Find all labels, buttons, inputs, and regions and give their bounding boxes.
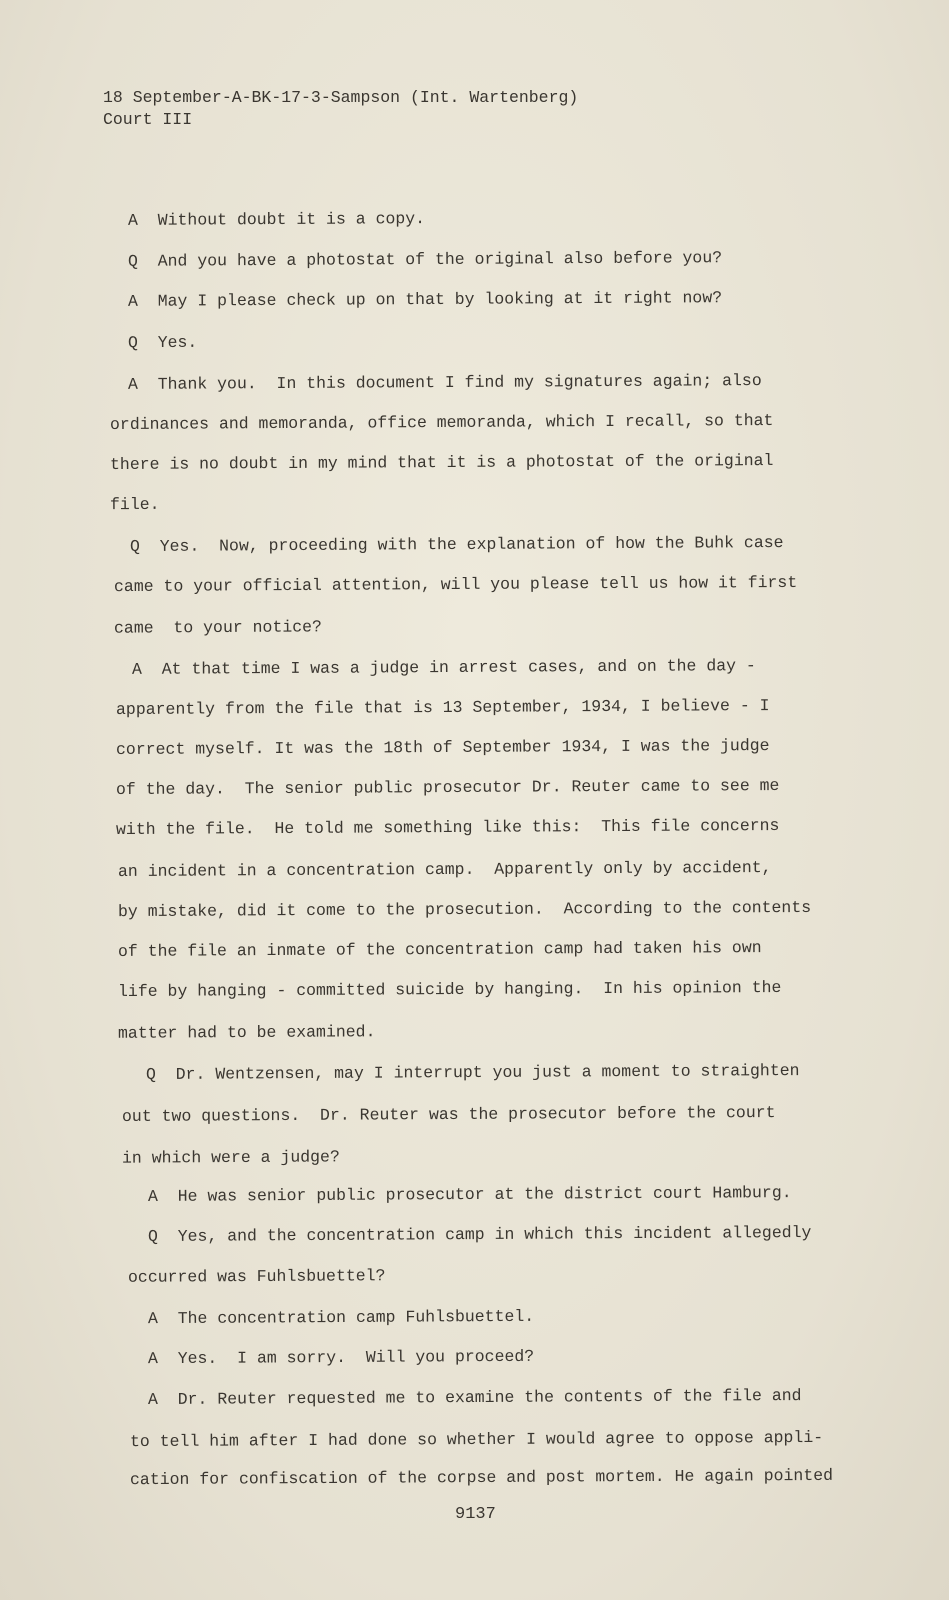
transcript-line: apparently from the file that is 13 September, 1934, I believe - I xyxy=(115,696,770,719)
transcript-line: to tell him after I had done so whether I would agree to oppose appli- xyxy=(129,1427,824,1452)
transcript-line: came to your official attention, will you please tell us how it first xyxy=(113,572,798,597)
transcript-line: life by hanging - committed suicide by hanging. In his opinion the xyxy=(117,977,782,1002)
page-number: 9137 xyxy=(455,1505,496,1524)
transcript-line: file. xyxy=(109,494,160,515)
transcript-line: there is no doubt in my mind that it is a photostat of the original xyxy=(109,450,774,475)
transcript-line: matter had to be examined. xyxy=(117,1022,376,1043)
header-line-1: 18 September-A-BK-17-3-Sampson (Int. Wartenberg) xyxy=(103,88,579,107)
transcript-line: Q Yes. xyxy=(127,332,198,353)
transcript-line: Q Yes, and the concentration camp in which this incident allegedly xyxy=(147,1222,812,1247)
transcript-line: A Thank you. In this document I find my signatures again; also xyxy=(127,371,762,394)
transcript-line: A May I please check up on that by looking at it right now? xyxy=(127,288,723,311)
transcript-line: correct myself. It was the 18th of September 1934, I was the judge xyxy=(115,736,770,759)
transcript-line: of the day. The senior public prosecutor Dr. Reuter came to see me xyxy=(115,775,780,800)
transcript-line: an incident in a concentration camp. Apparently only by accident, xyxy=(117,858,772,881)
transcript-line: Q Dr. Wentzensen, may I interrupt you just a moment to straighten xyxy=(145,1061,800,1084)
transcript-line: ordinances and memoranda, office memoranda, which I recall, so that xyxy=(109,410,774,435)
transcript-line: cation for confiscation of the corpse and post mortem. He again pointed xyxy=(129,1465,834,1490)
transcript-line: with the file. He told me something like this: This file concerns xyxy=(115,815,780,840)
transcript-line: A He was senior public prosecutor at the district court Hamburg. xyxy=(147,1183,792,1206)
transcript-line: of the file an inmate of the concentration camp had taken his own xyxy=(117,938,762,961)
header-line-2: Court III xyxy=(103,110,193,129)
transcript-line: Q And you have a photostat of the original also before you? xyxy=(127,248,723,271)
transcript-line: A The concentration camp Fuhlsbuettel. xyxy=(147,1306,535,1329)
transcript-line: in which were a judge? xyxy=(121,1147,340,1168)
transcript-line: came to your notice? xyxy=(113,617,322,638)
transcript-line: Q Yes. Now, proceeding with the explanation of how the Buhk case xyxy=(129,533,784,556)
transcript-line: A At that time I was a judge in arrest cases, and on the day - xyxy=(131,656,756,679)
transcript-line: A Yes. I am sorry. Will you proceed? xyxy=(147,1346,535,1369)
transcript-line: by mistake, did it come to the prosecution. According to the contents xyxy=(117,897,812,922)
transcript-line: A Dr. Reuter requested me to examine the contents of the file and xyxy=(147,1386,802,1409)
transcript-line: A Without doubt it is a copy. xyxy=(127,209,426,230)
transcript-line: occurred was Fuhlsbuettel? xyxy=(127,1266,386,1287)
transcript-line: out two questions. Dr. Reuter was the prosecutor before the court xyxy=(121,1103,776,1126)
